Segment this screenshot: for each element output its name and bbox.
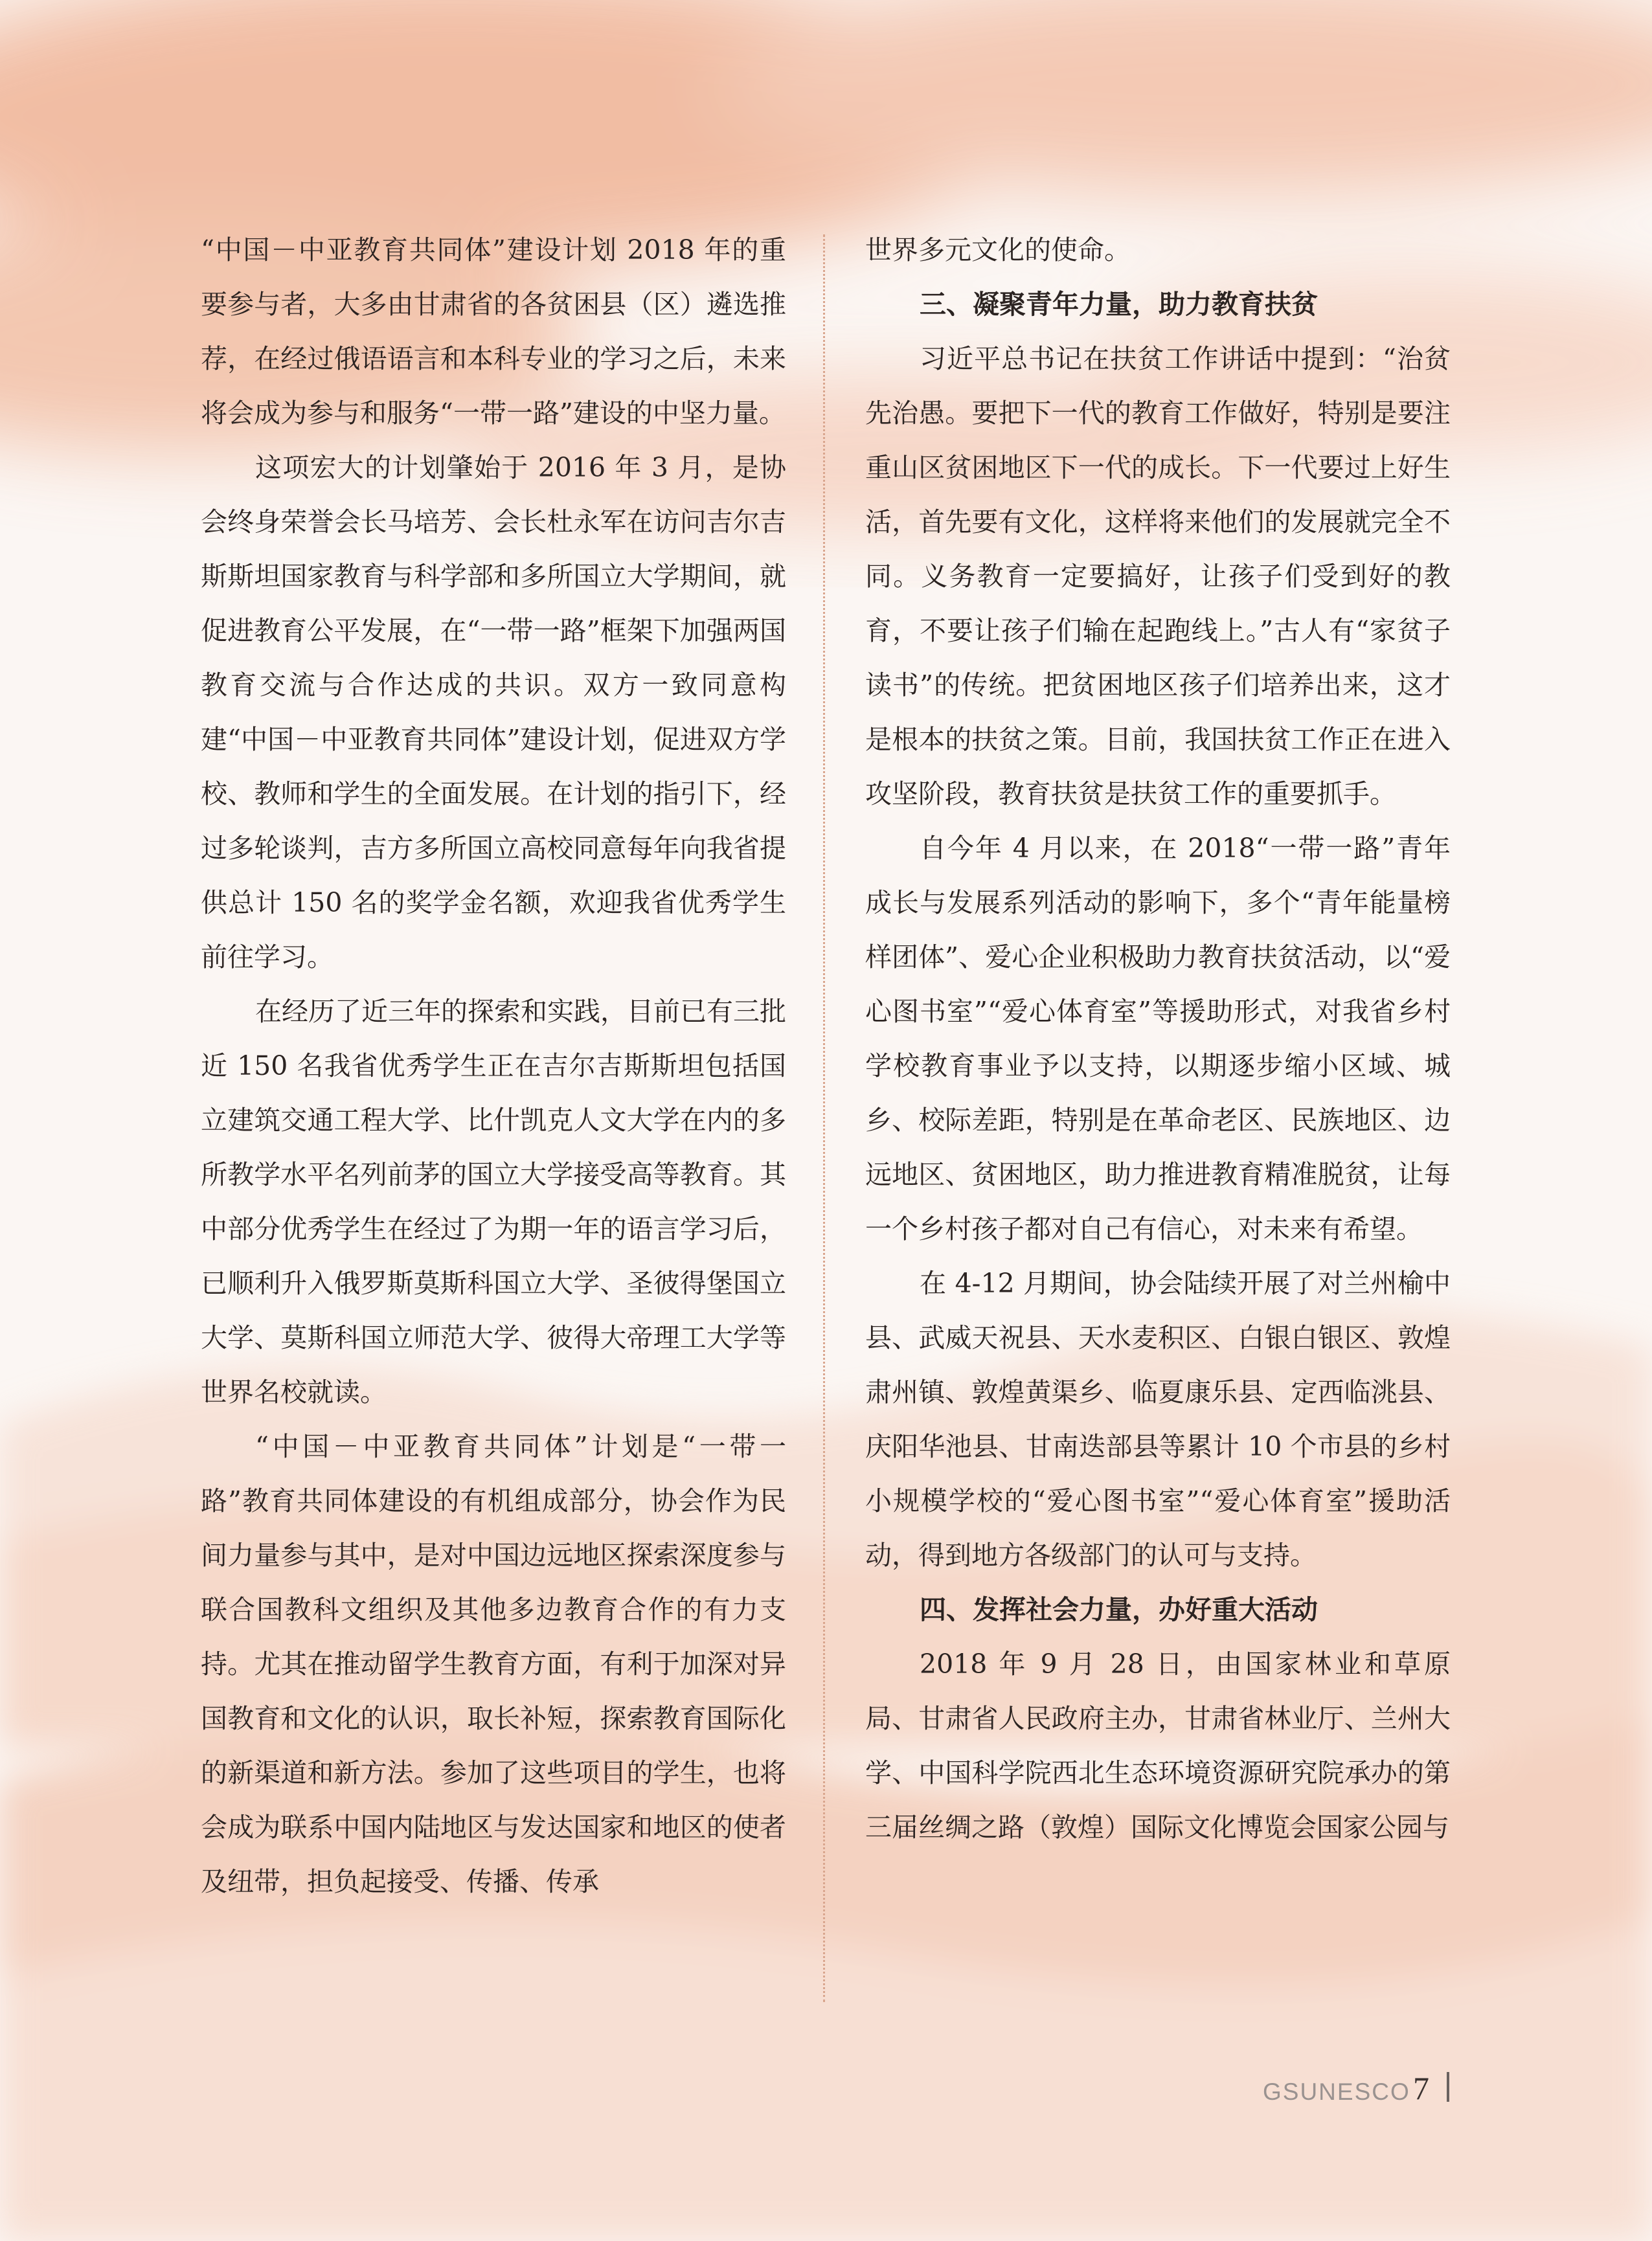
paragraph: “中国－中亚教育共同体”建设计划 2018 年的重要参与者，大多由甘肃省的各贫困县（区）遴选推荐，在经过俄语语言和本科专业的学习之后，未来将会成为参与和服务“一带一路”建设的中坚力量。 [201,234,786,429]
section-heading: 四、发挥社会力量，办好重大活动 [920,1594,1318,1625]
footer-divider [1447,2072,1449,2102]
paragraph: “中国－中亚教育共同体”计划是“一带一路”教育共同体建设的有机组成部分，协会作为民间力量参与其中，是对中国边远地区探索深度参与联合国教科文组织及其他多边教育合作的有力支持。尤其在推动留学生教育方面，有利于加深对异国教育和文化的认识，取长补短，探索教育国际化的新渠道和新方法。参加了这些项目的学生，也将会成为联系中国内陆地区与发达国家和地区的使者及纽带，担负起接受、传播、传承 [201,1431,786,1897]
section-heading: 三、凝聚青年力量，助力教育扶贫 [920,289,1318,320]
paragraph: 在经历了近三年的探索和实践，目前已有三批近 150 名我省优秀学生正在吉尔吉斯斯坦包括国立建筑交通工程大学、比什凯克人文大学在内的多所教学水平名列前茅的国立大学接受高等教育。其中部分优秀学生在经过了为期一年的语言学习后，已顺利升入俄罗斯莫斯科国立大学、圣彼得堡国立大学、莫斯科国立师范大学、彼得大帝理工大学等世界名校就读。 [201,996,786,1408]
left-column [201,223,786,1909]
footer-brand: GSUNESCO [1263,2078,1410,2105]
paragraph: 在 4-12 月期间，协会陆续开展了对兰州榆中县、武威天祝县、天水麦积区、白银白银区、敦煌肃州镇、敦煌黄渠乡、临夏康乐县、定西临洮县、庆阳华池县、甘南迭部县等累计 10 个市县的乡村小规模学校的“爱心图书室”“爱心体育室”援助活动，得到地方各级部门的认可与支持。 [865,1268,1451,1571]
paragraph: 这项宏大的计划肇始于 2016 年 3 月，是协会终身荣誉会长马培芳、会长杜永军在访问吉尔吉斯斯坦国家教育与科学部和多所国立大学期间，就促进教育公平发展，在“一带一路”框架下加强两国教育交流与合作达成的共识。双方一致同意构建“中国－中亚教育共同体”建设计划，促进双方学校、教师和学生的全面发展。在计划的指引下，经过多轮谈判，吉方多所国立高校同意每年向我省提供总计 150 名的奖学金名额，欢迎我省优秀学生前往学习。 [201,452,786,973]
column-divider [823,234,825,2002]
paragraph: 2018 年 9 月 28 日，由国家林业和草原局、甘肃省人民政府主办，甘肃省林业厅、兰州大学、中国科学院西北生态环境资源研究院承办的第三届丝绸之路（敦煌）国际文化博览会国家公园与 [865,1649,1451,1843]
paragraph: 习近平总书记在扶贫工作讲话中提到：“治贫先治愚。要把下一代的教育工作做好，特别是要注重山区贫困地区下一代的成长。下一代要过上好生活，首先要有文化，这样将来他们的发展就完全不同。义务教育一定要搞好，让孩子们受到好的教育，不要让孩子们输在起跑线上。”古人有“家贫子读书”的传统。把贫困地区孩子们培养出来，这才是根本的扶贫之策。目前，我国扶贫工作正在进入攻坚阶段，教育扶贫是扶贫工作的重要抓手。 [865,343,1451,809]
paragraph: 自今年 4 月以来，在 2018“一带一路”青年成长与发展系列活动的影响下，多个“青年能量榜样团体”、爱心企业积极助力教育扶贫活动，以“爱心图书室”“爱心体育室”等援助形式，对我省乡村学校教育事业予以支持，以期逐步缩小区域、城乡、校际差距，特别是在革命老区、民族地区、边远地区、贫困地区，助力推进教育精准脱贫，让每一个乡村孩子都对自己有信心，对未来有希望。 [865,833,1451,1244]
paragraph: 世界多元文化的使命。 [865,234,1131,265]
page-number: 7 [1413,2070,1429,2106]
right-column [865,223,1451,1854]
